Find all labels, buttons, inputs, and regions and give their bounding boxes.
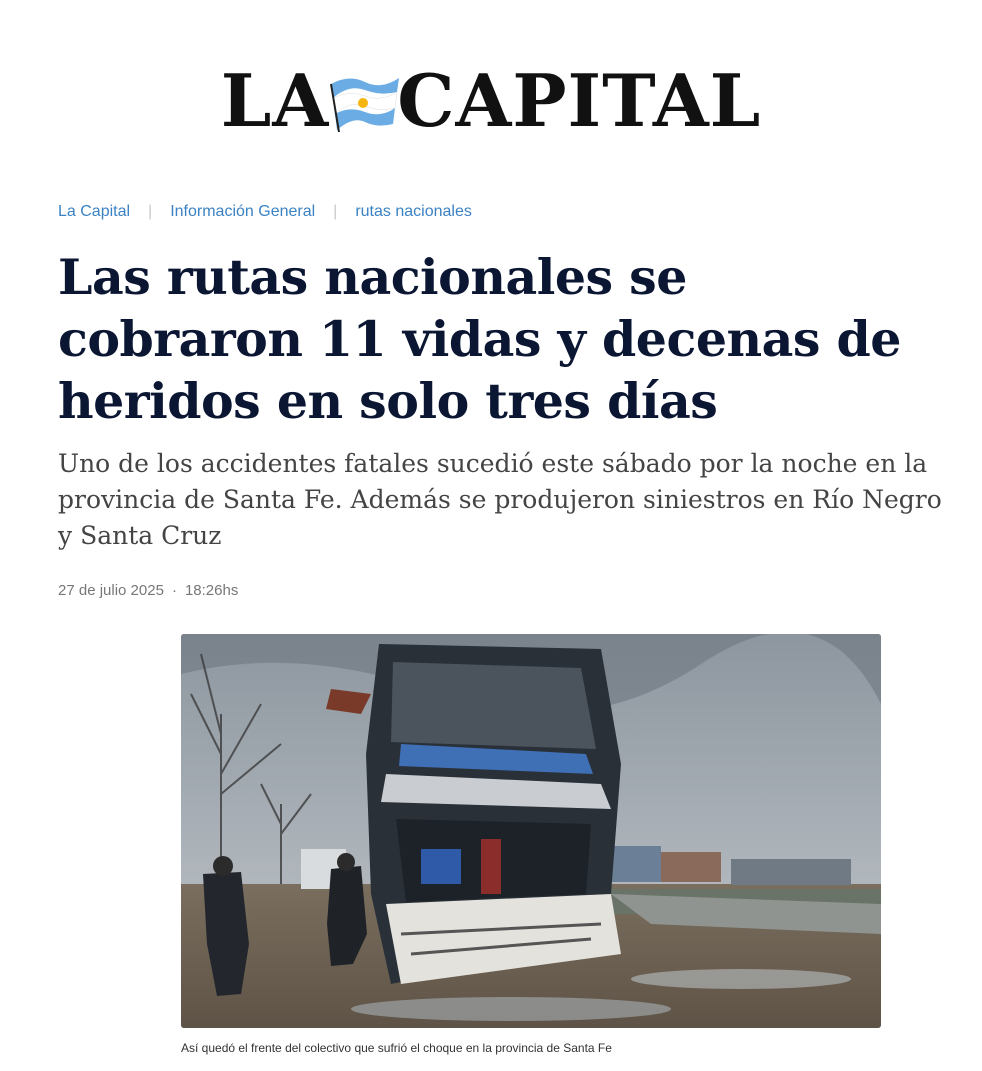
breadcrumb <box>58 203 472 221</box>
article-subtitle: Uno de los accidentes fatales sucedió este sábado por la noche en la provincia de Santa Fe. Además se produjeron siniestros en Río Negro y Santa Cruz <box>58 449 942 550</box>
article-time: 18:26hs <box>184 582 239 599</box>
article-headline: Las rutas nacionales se cobraron 11 vidas y decenas de heridos en solo tres días <box>58 248 901 430</box>
logo-text-capital: CAPITAL <box>397 58 762 143</box>
breadcrumb-item-la-capital[interactable]: La Capital <box>58 203 131 220</box>
article-date: 27 de julio 2025 <box>58 582 164 599</box>
breadcrumb-separator: | <box>148 203 153 220</box>
breadcrumb-separator: | <box>333 203 338 220</box>
breadcrumb-item-rutas-nacionales[interactable]: rutas nacionales <box>355 203 472 220</box>
meta-separator: · <box>171 582 177 599</box>
argentina-flag-icon <box>325 70 403 132</box>
article-meta <box>58 582 238 599</box>
bus-crash-photo <box>181 634 881 1028</box>
image-caption: Así quedó el frente del colectivo que sufrió el choque en la provincia de Santa Fe <box>181 1041 612 1055</box>
breadcrumb-item-informacion-general[interactable]: Información General <box>170 203 316 220</box>
article-photo[interactable] <box>181 634 881 1028</box>
logo-text-la: LA <box>220 58 330 143</box>
site-logo[interactable] <box>220 58 762 143</box>
masthead <box>0 56 982 146</box>
